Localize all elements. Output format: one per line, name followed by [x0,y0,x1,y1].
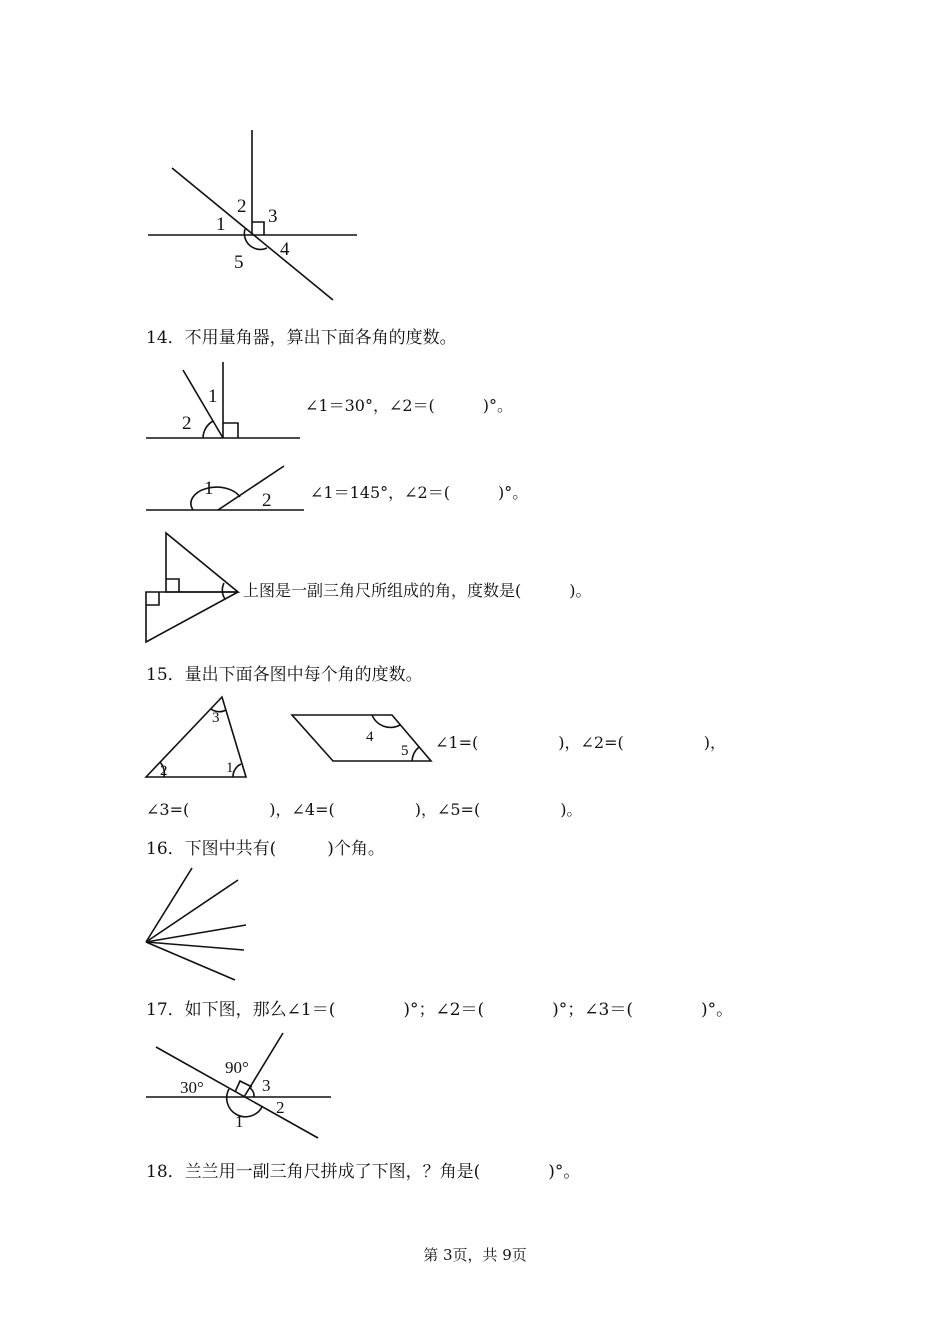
angle-label-1: 1 [235,1112,244,1131]
question-14-c-text: 上图是一副三角尺所组成的角，度数是( )。 [243,581,592,600]
question-14-b-text: ∠1＝145°，∠2＝( )°。 [310,483,529,502]
angle-label-2: 2 [276,1098,285,1117]
angle-label-1: 1 [216,214,226,235]
angle-label-2: 2 [160,763,168,779]
question-15-answers-line1: ∠1=( )，∠2=( )， [435,733,726,752]
angle-label-5: 5 [234,252,244,273]
label-90-degrees: 90° [225,1058,249,1077]
question-17-title: 17．如下图，那么∠1＝( )°；∠2＝( )°；∠3＝( )°。 [146,1000,734,1020]
angle-label-3: 3 [212,710,220,726]
angle-label-2: 2 [182,413,192,434]
angle-label-4: 4 [366,729,374,745]
question-15-answers-line2: ∠3=( )，∠4=( )，∠5=( )。 [146,800,583,819]
page-footer: 第 3页，共 9页 [423,1246,527,1264]
label-30-degrees: 30° [180,1078,204,1097]
angle-label-2: 2 [237,196,247,217]
question-15-title: 15．量出下面各图中每个角的度数。 [146,665,423,685]
angle-label-1: 1 [208,386,218,407]
angle-label-4: 4 [280,239,290,260]
angle-label-1: 1 [204,478,214,499]
angle-label-3: 3 [262,1076,271,1095]
angle-label-3: 3 [268,206,278,227]
angle-label-1: 1 [226,760,234,776]
question-14-a-text: ∠1＝30°，∠2＝( )°。 [305,396,514,415]
question-18-title: 18．兰兰用一副三角尺拼成了下图，？角是( )°。 [146,1162,581,1182]
question-16-title: 16．下图中共有( )个角。 [146,839,385,859]
angle-label-2: 2 [262,490,272,511]
angle-label-5: 5 [401,743,409,759]
question-14-title: 14．不用量角器，算出下面各角的度数。 [146,328,457,348]
